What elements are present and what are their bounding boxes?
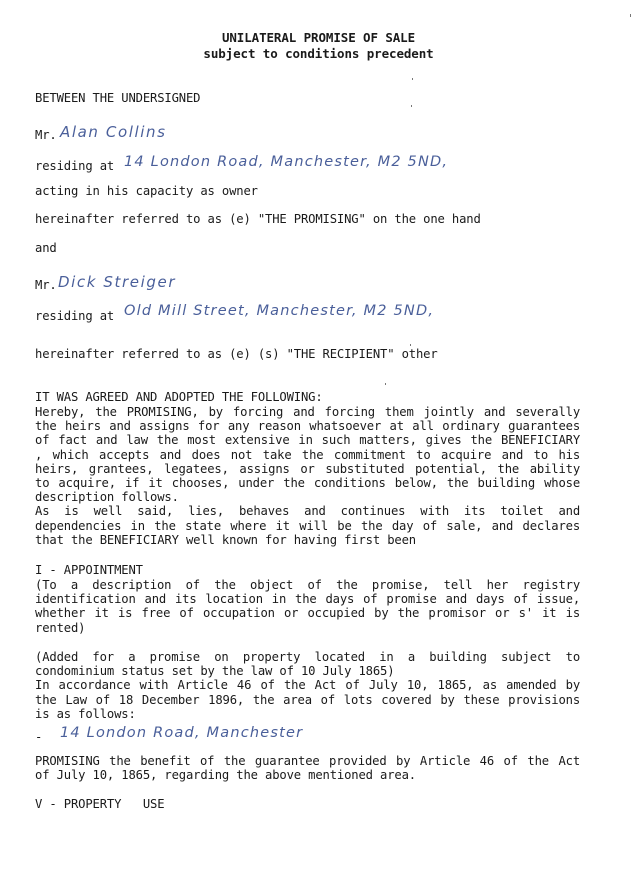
agreed-line: dependencies in the state where it will be the day of sale, and declares [35,518,580,533]
lot-address: 14 London Road, Manchester [60,725,304,741]
document-subtitle: subject to conditions precedent [203,46,434,61]
appointment-heading: I - APPOINTMENT [35,563,143,577]
added-line: (Added for a promise on property located in a building subject to [35,650,580,664]
party2-prefix: Mr. [35,278,57,292]
scan-speck [410,344,411,346]
lot-dash: - [35,730,43,744]
added-line: the Law of 18 December 1896, the area of lots covered by these provisions [35,692,580,707]
agreed-line: that the BENEFICIARY well known for having first been [35,532,416,547]
scan-speck [412,78,413,80]
document-title: UNILATERAL PROMISE OF SALE [221,30,416,45]
agreed-line: to acquire, if it chooses, under the conditions below, the building whose [35,475,580,490]
agreed-line: As is well said, lies, behaves and continues with its toilet and [35,504,580,519]
appointment-paragraph [35,578,580,635]
property-use-heading: V - PROPERTY USE [35,797,165,811]
agreed-line: description follows. [35,490,179,505]
agreed-heading: IT WAS AGREED AND ADOPTED THE FOLLOWING: [35,390,323,404]
party1-name: Alan Collins [60,123,167,141]
added-paragraph [35,650,580,721]
agreed-line: heirs, grantees, legatees, assigns or substituted potential, the ability [35,461,580,476]
scan-speck [385,383,386,385]
agreed-line: the heirs and assigns for any reason whatsoever at all ordinary guarantees [35,419,580,434]
party1-residing-label: residing at [35,159,115,173]
appointment-line: (To a description of the object of the promise, tell her registry [35,578,580,592]
scan-speck [411,105,412,107]
added-line: condominium status set by the law of 10 July 1865) [35,664,395,679]
party1-address: 14 London Road, Manchester, M2 5ND, [124,154,449,170]
promising-benefit-paragraph [35,754,580,782]
agreed-paragraph [35,405,580,547]
appointment-line: whether it is free of occupation or occupied by the promisor or s' it is [35,606,580,621]
agreed-line: Hereby, the PROMISING, by forcing and forcing them jointly and severally [35,405,580,419]
promising-benefit-line: PROMISING the benefit of the guarantee provided by Article 46 of the Act [35,754,580,768]
appointment-line: identification and its location in the days of promise and days of issue, [35,592,580,607]
agreed-line: of fact and law the most extensive in such matters, gives the BENEFICIARY [35,433,580,448]
between-line: BETWEEN THE UNDERSIGNED [35,91,201,105]
party1-prefix: Mr. [35,128,57,142]
party1-referred: hereinafter referred to as (e) "THE PROMISING" on the one hand [35,212,481,226]
added-line: is as follows: [35,706,136,721]
added-line: In accordance with Article 46 of the Act of July 10, 1865, as amended by [35,678,580,693]
scan-speck [630,14,631,17]
appointment-line: rented) [35,620,86,635]
and-line: and [35,241,57,255]
party1-capacity: acting in his capacity as owner [35,184,258,198]
party2-referred: hereinafter referred to as (e) (s) "THE RECIPIENT" other [35,347,438,361]
promising-benefit-line: of July 10, 1865, regarding the above mentioned area. [35,768,416,783]
party2-residing-label: residing at [35,309,115,323]
party2-name: Dick Streiger [58,273,177,291]
agreed-line: , which accepts and does not take the commitment to acquire and to his [35,447,580,462]
party2-address: Old Mill Street, Manchester, M2 5ND, [124,303,435,319]
